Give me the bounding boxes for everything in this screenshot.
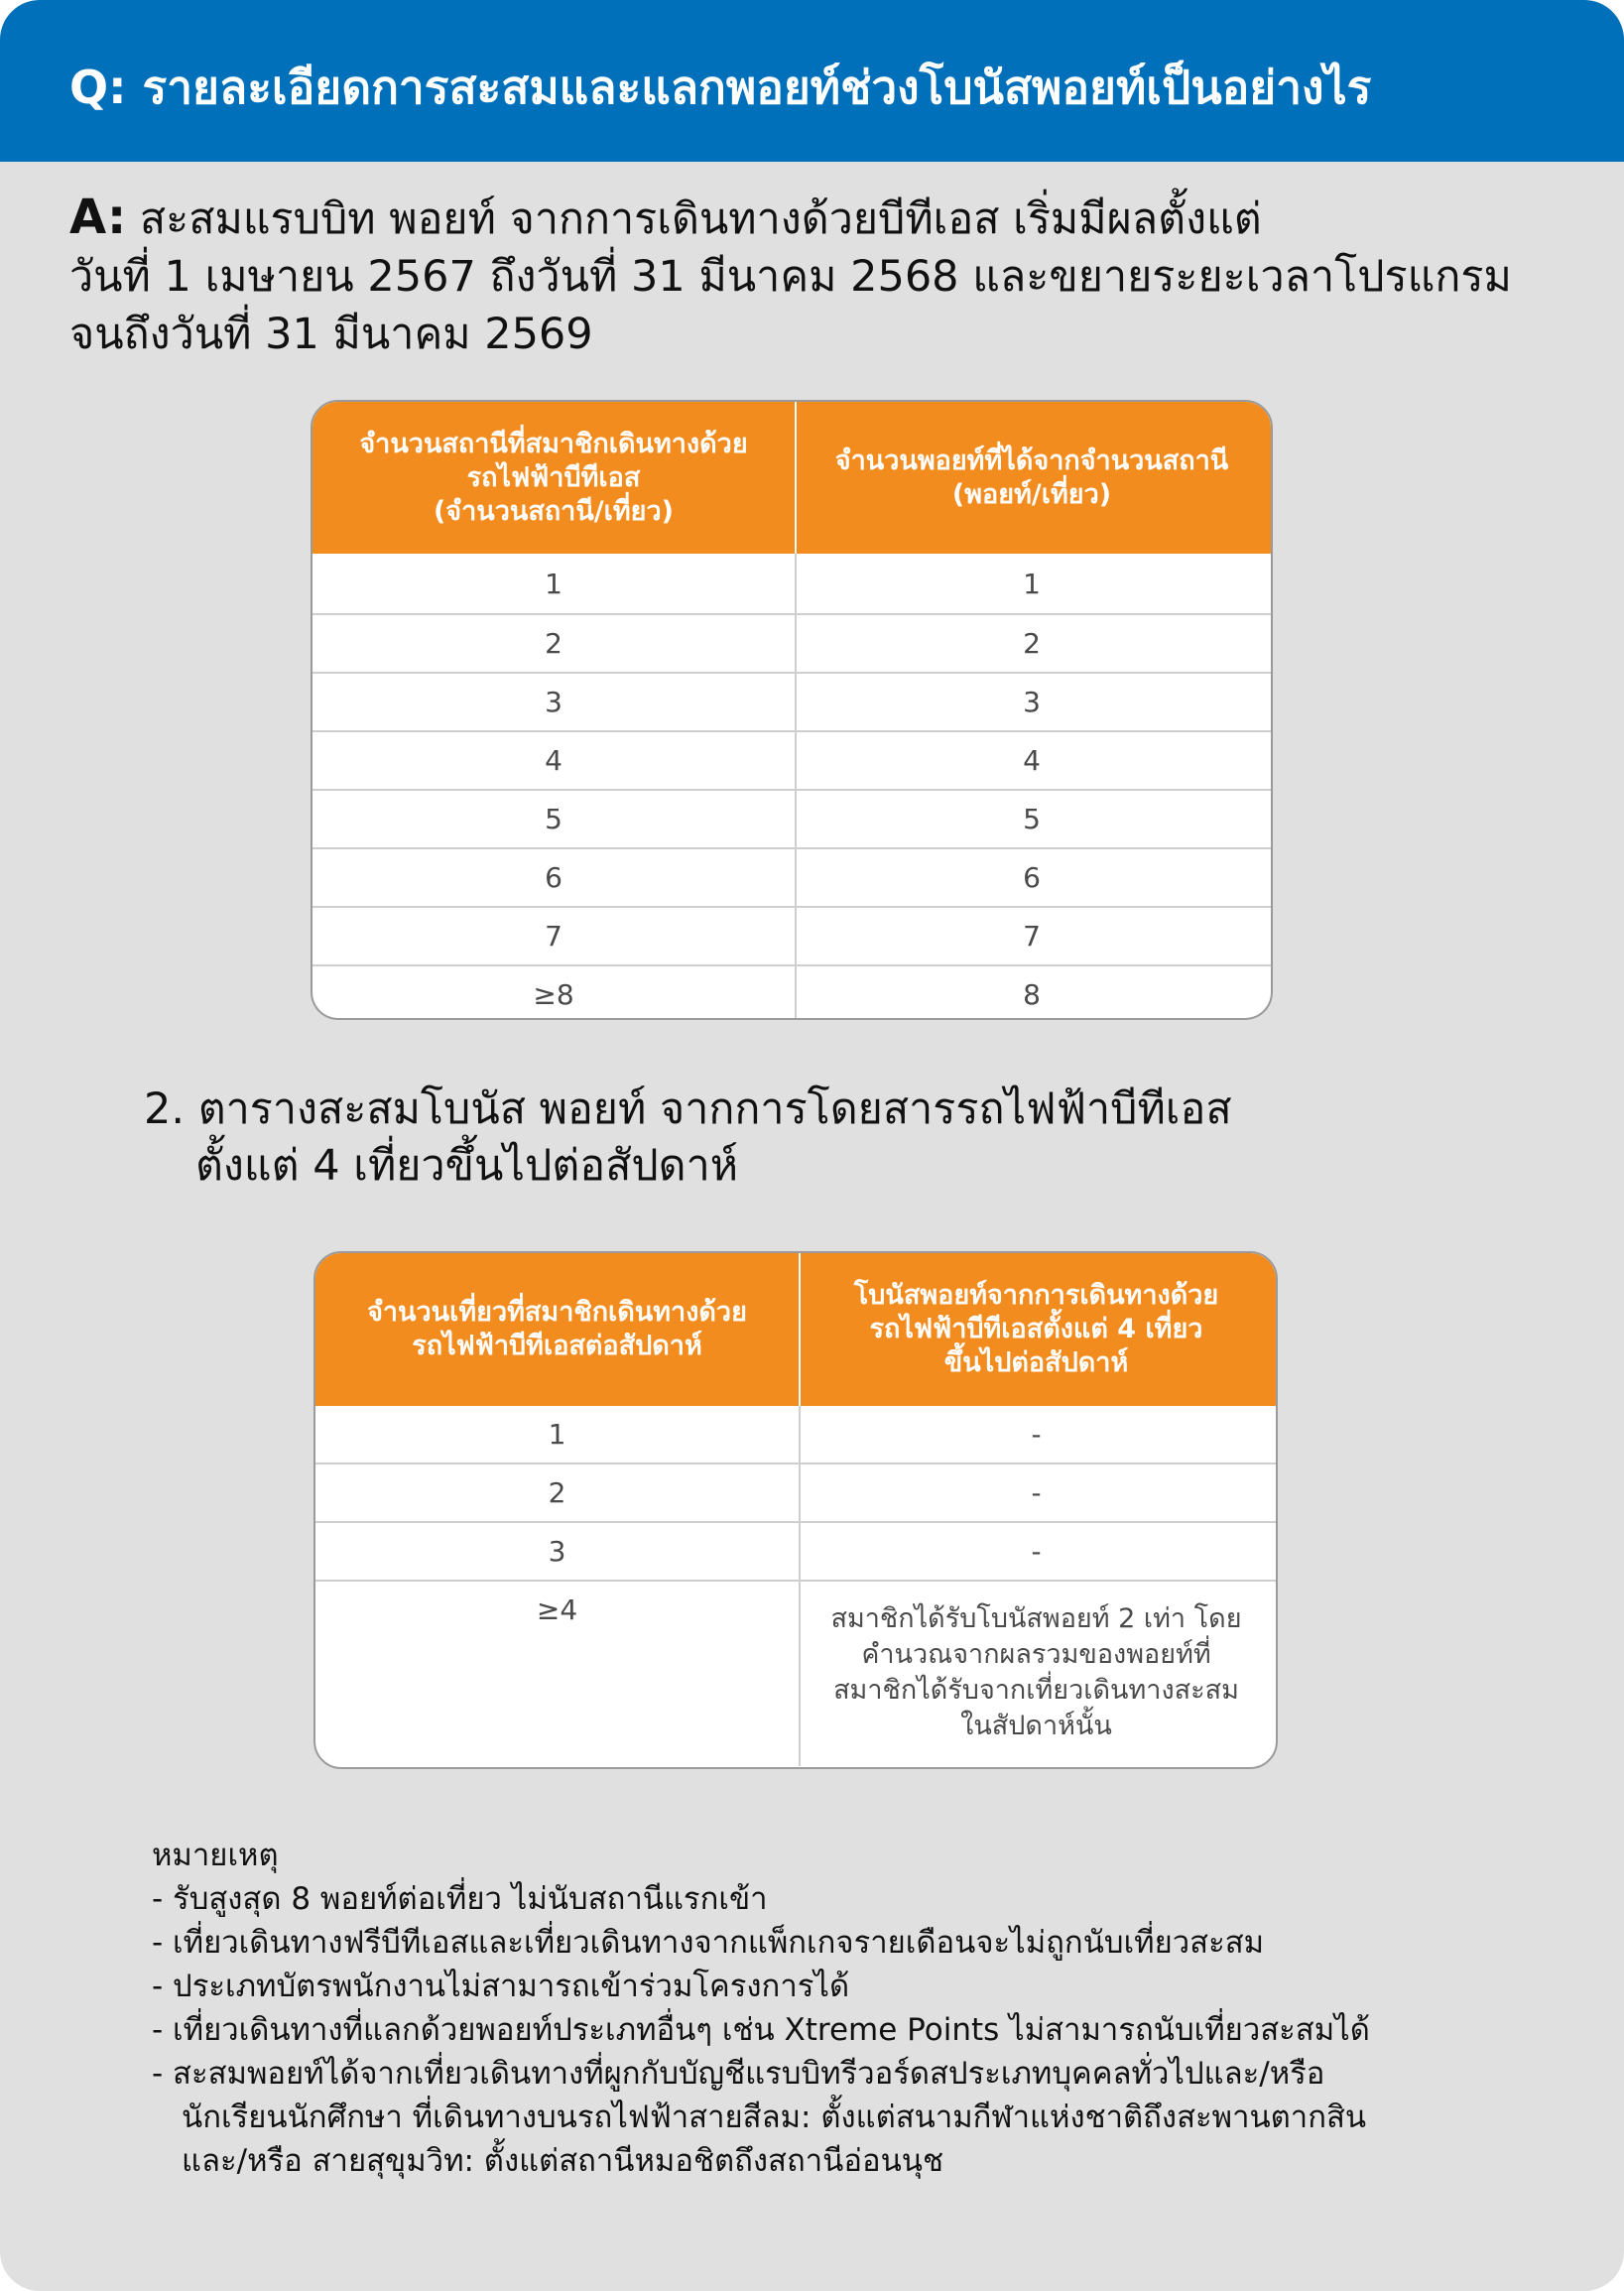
bonus-cell: - <box>799 1464 1272 1521</box>
station-count-cell: 6 <box>545 861 562 894</box>
bonus-text-line: คำนวณจากผลรวมของพอยท์ที่ <box>861 1639 1211 1670</box>
header-text: รถไฟฟ้าบีทีเอสต่อสัปดาห์ <box>412 1331 702 1361</box>
station-count-cell: 2 <box>545 627 562 660</box>
table-row <box>312 730 1271 789</box>
answer-prefix: A: <box>69 190 127 245</box>
bonus-text-line: สมาชิกได้รับจากเที่ยวเดินทางสะสม <box>833 1675 1239 1706</box>
answer-line-1-text: สะสมแรบบิท พอยท์ จากการเดินทางด้วยบีทีเอส เริ่มมีผลตั้งแต่ <box>126 194 1262 244</box>
bonus-cell: - <box>799 1523 1272 1580</box>
points-cell: 6 <box>795 849 1267 906</box>
station-points-table <box>311 400 1273 1020</box>
trip-count-cell: 3 <box>548 1535 566 1568</box>
bonus-text-line: สมาชิกได้รับโบนัสพอยท์ 2 เท่า โดย <box>830 1603 1242 1634</box>
trip-count-cell: 2 <box>548 1476 566 1509</box>
answer-line-1 <box>69 189 1577 248</box>
section-2-heading <box>144 1082 1232 1195</box>
question-header <box>0 0 1624 162</box>
header-bonus <box>799 1253 1272 1406</box>
header-text: รถไฟฟ้าบีทีเอสตั้งแต่ 4 เที่ยว <box>869 1314 1203 1344</box>
points-cell: 3 <box>795 674 1267 730</box>
trip-count-cell: 1 <box>548 1418 566 1451</box>
note-item: - สะสมพอยท์ได้จากเที่ยวเดินทางที่ผูกกับบัญชีแรบบิทรีวอร์ดสประเภทบุคคลทั่วไปและ/หรือ <box>152 2056 1325 2092</box>
station-count-cell: 4 <box>545 744 562 777</box>
answer-line-3: จนถึงวันที่ 31 มีนาคม 2569 <box>69 310 593 359</box>
table-row <box>312 554 1271 613</box>
station-count-cell: 7 <box>545 920 562 953</box>
header-text: ขึ้นไปต่อสัปดาห์ <box>943 1347 1129 1378</box>
table-row <box>312 613 1271 672</box>
question-title: Q: รายละเอียดการสะสมและแลกพอยท์ช่วงโบนัสพอยท์เป็นอย่างไร <box>69 61 1372 114</box>
header-trips <box>315 1253 799 1406</box>
header-text: รถไฟฟ้าบีทีเอส <box>466 461 641 493</box>
note-item: - รับสูงสุด 8 พอยท์ต่อเที่ยว ไม่นับสถานีแรกเข้า <box>152 1881 768 1917</box>
note-item-continuation: นักเรียนนักศึกษา ที่เดินทางบนรถไฟฟ้าสายสีลม: ตั้งแต่สนามกีฬาแห่งชาติถึงสะพานตากสิน <box>182 2100 1367 2135</box>
points-cell: 4 <box>795 732 1267 789</box>
station-count-cell: 5 <box>545 803 562 835</box>
station-count-cell: 1 <box>545 567 562 600</box>
bonus-cell <box>799 1582 1272 1766</box>
weekly-bonus-table <box>313 1251 1278 1769</box>
table-row <box>312 847 1271 906</box>
header-text: จำนวนพอยท์ที่ได้จากจำนวนสถานี <box>834 445 1229 476</box>
notes-block <box>152 1834 1370 2183</box>
station-count-cell: ≥8 <box>533 978 574 1011</box>
note-item: - ประเภทบัตรพนักงานไม่สามารถเข้าร่วมโครงการได้ <box>152 1969 850 2004</box>
section-2-line-1: 2. ตารางสะสมโบนัส พอยท์ จากการโดยสารรถไฟฟ้าบีทีเอส <box>144 1084 1232 1134</box>
table-body <box>315 1406 1276 1766</box>
station-count-cell: 3 <box>545 686 562 718</box>
header-text: จำนวนเที่ยวที่สมาชิกเดินทางด้วย <box>367 1297 747 1328</box>
points-cell: 8 <box>795 966 1267 1020</box>
table-row <box>312 672 1271 730</box>
points-cell: 1 <box>795 554 1267 613</box>
header-stations <box>312 402 795 554</box>
header-points <box>795 402 1267 554</box>
table-body <box>312 554 1271 1020</box>
table-header <box>312 402 1271 554</box>
answer-block <box>69 189 1577 363</box>
table-row <box>312 789 1271 847</box>
note-item: - เที่ยวเดินทางฟรีบีทีเอสและเที่ยวเดินทางจากแพ็กเกจรายเดือนจะไม่ถูกนับเที่ยวสะสม <box>152 1925 1265 1961</box>
table-header <box>315 1253 1276 1406</box>
header-text: จำนวนสถานีที่สมาชิกเดินทางด้วย <box>359 428 748 459</box>
table-row <box>315 1521 1276 1580</box>
table-row <box>315 1580 1276 1766</box>
table-row <box>315 1406 1276 1463</box>
notes-title: หมายเหตุ <box>152 1838 279 1873</box>
trip-count-cell: ≥4 <box>536 1593 578 1626</box>
header-text: โบนัสพอยท์จากการเดินทางด้วย <box>853 1280 1219 1311</box>
points-cell: 7 <box>795 908 1267 964</box>
table-row <box>315 1463 1276 1521</box>
header-text: (พอยท์/เที่ยว) <box>951 478 1112 510</box>
points-cell: 5 <box>795 791 1267 847</box>
section-2-line-2: ตั้งแต่ 4 เที่ยวขึ้นไปต่อสัปดาห์ <box>195 1141 739 1191</box>
note-item-continuation: และ/หรือ สายสุขุมวิท: ตั้งแต่สถานีหมอชิตถึงสถานีอ่อนนุช <box>182 2143 943 2179</box>
table-row <box>312 964 1271 1020</box>
points-cell: 2 <box>795 615 1267 672</box>
answer-line-2: วันที่ 1 เมษายน 2567 ถึงวันที่ 31 มีนาคม 2568 และขยายระยะเวลาโปรแกรม <box>69 252 1512 302</box>
note-item: - เที่ยวเดินทางที่แลกด้วยพอยท์ประเภทอื่นๆ เช่น Xtreme Points ไม่สามารถนับเที่ยวสะสมได้ <box>152 2012 1370 2048</box>
table-row <box>312 906 1271 964</box>
bonus-text-line: ในสัปดาห์นั้น <box>960 1711 1112 1741</box>
bonus-cell: - <box>799 1406 1272 1463</box>
header-text: (จำนวนสถานี/เที่ยว) <box>433 495 675 527</box>
